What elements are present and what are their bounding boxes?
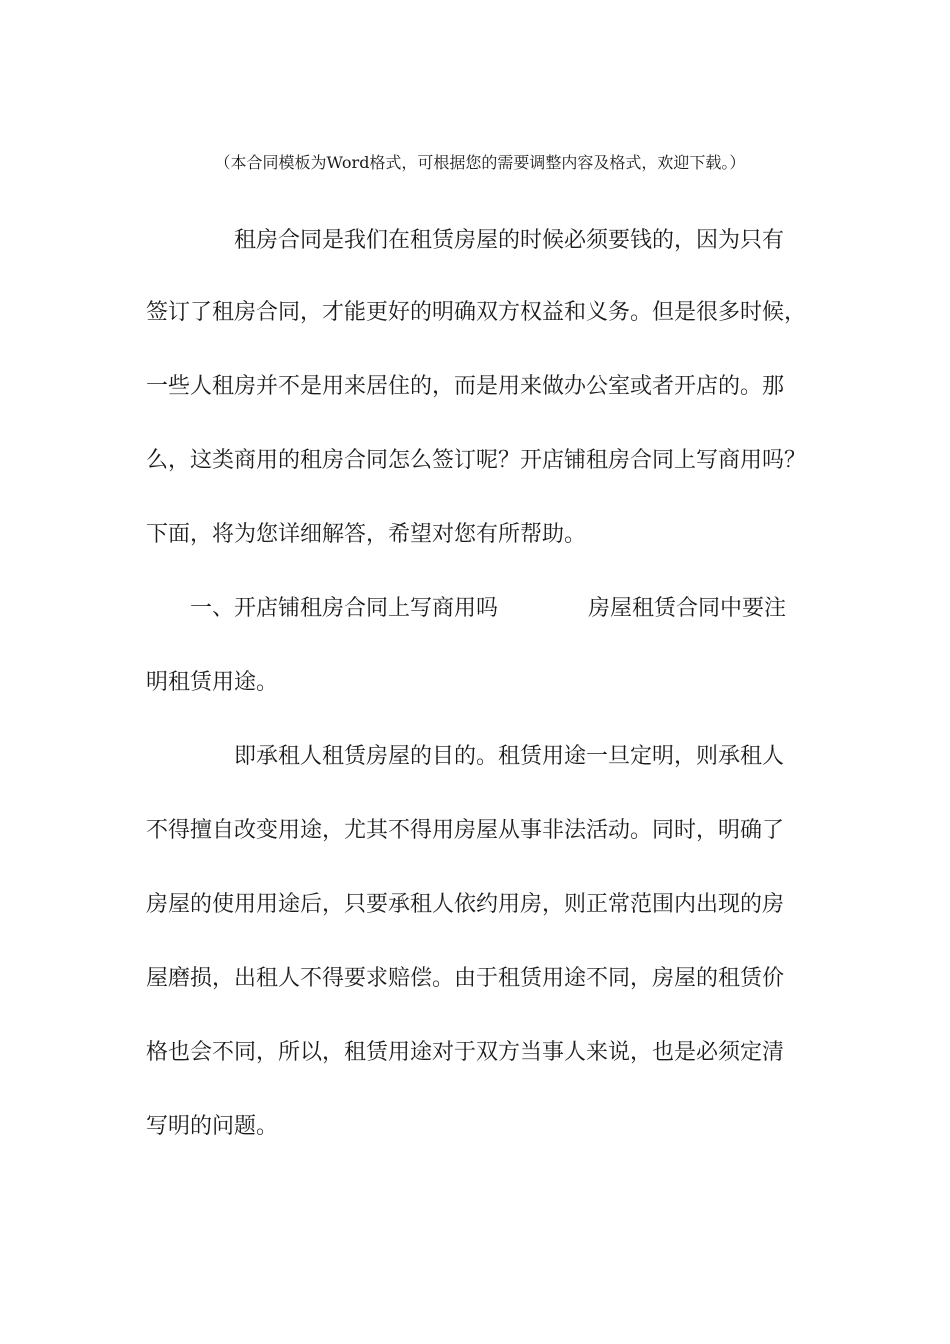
paragraph2-line1: 即承租人租赁房屋的目的。租赁用途一旦定明，则承租人	[234, 744, 785, 769]
paragraph2-line3: 房屋的使用用途后，只要承租人依约用房，则正常范围内出现的房	[146, 892, 785, 917]
paragraph1-line2: 签订了租房合同，才能更好的明确双方权益和义务。但是很多时候，	[146, 300, 807, 325]
paragraph2-line2: 不得擅自改变用途，尤其不得用房屋从事非法活动。同时，明确了	[146, 818, 785, 843]
section1-line2: 明租赁用途。	[146, 670, 279, 695]
section1-heading-tail: 房屋租赁合同中要注	[588, 596, 787, 621]
paragraph1-line4: 么，这类商用的租房合同怎么签订呢？开店铺租房合同上写商用吗？	[146, 448, 807, 473]
template-note: （本合同模板为Word格式，可根据您的需要调整内容及格式，欢迎下载。）	[214, 153, 746, 172]
paragraph2-line6: 写明的问题。	[146, 1114, 279, 1139]
paragraph1-line1: 租房合同是我们在租赁房屋的时候必须要钱的，因为只有	[234, 228, 785, 253]
paragraph2-line5: 格也会不同，所以，租赁用途对于双方当事人来说，也是必须定清	[146, 1040, 785, 1065]
paragraph1-line5: 下面，将为您详细解答，希望对您有所帮助。	[146, 522, 587, 547]
paragraph2-line4: 屋磨损，出租人不得要求赔偿。由于租赁用途不同，房屋的租赁价	[146, 966, 785, 991]
paragraph1-line3: 一些人租房并不是用来居住的，而是用来做办公室或者开店的。那	[146, 374, 785, 399]
section1-heading-line	[190, 594, 786, 624]
section1-heading: 一、开店铺租房合同上写商用吗	[190, 596, 499, 621]
